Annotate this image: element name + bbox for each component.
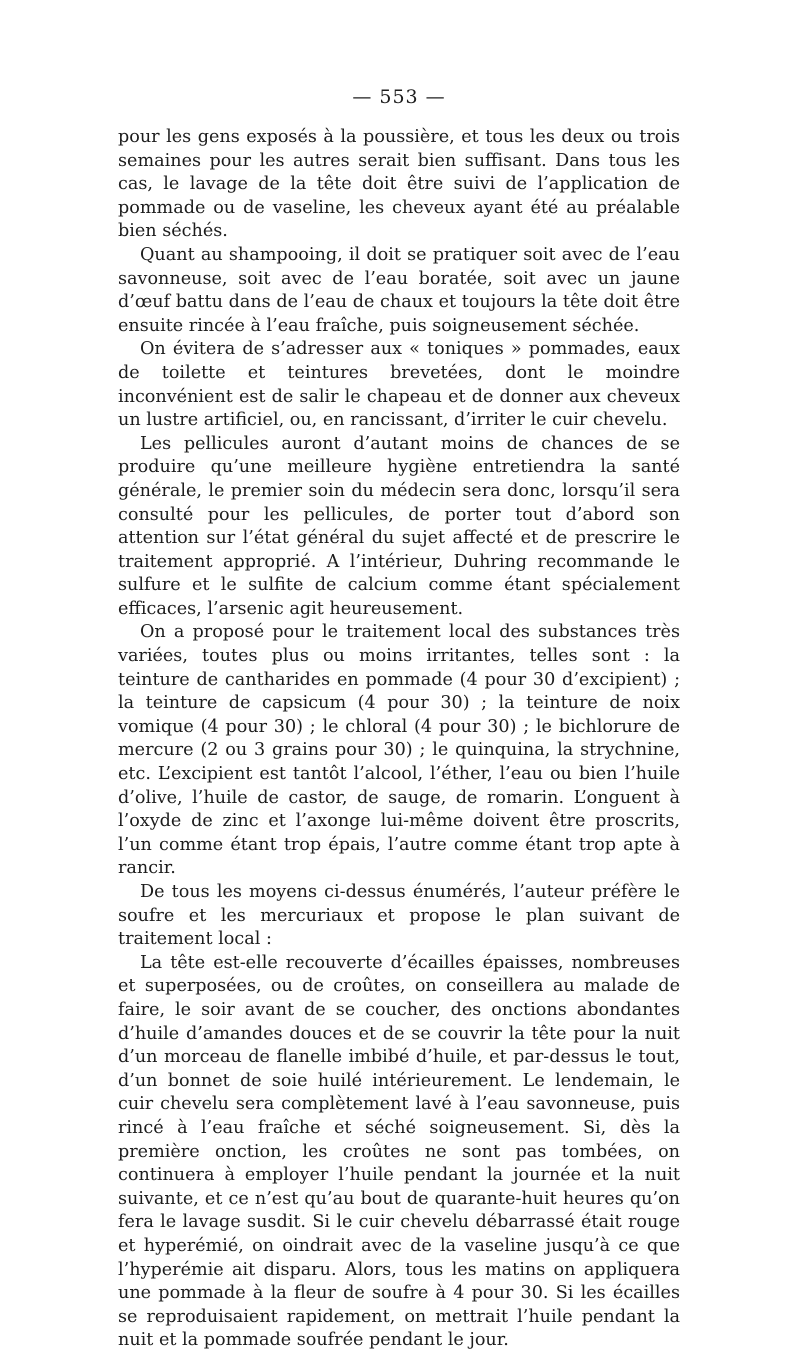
- paragraph: On a proposé pour le traitement local des substances très variées, toutes plus ou moins irritantes, telles sont : la teinture de cantharides en pommade (4 pour 30 d’excipient) ; la teinture de capsicum (4 pour 30) ; la teinture de noix vomique (4 pour 30) ; le chloral (4 pour 30) ; le bichlorure de mercure (2 ou 3 grains pour 30) ; le quinquina, la strychnine, etc. L’excipient est tantôt l’alcool, l’éther, l’eau ou bien l’huile d’olive, l’huile de castor, de sauge, de romarin. L’onguent à l’oxyde de zinc et l’axonge lui-même doivent être proscrits, l’un comme étant trop épais, l’autre comme étant trop apte à rancir.: [118, 622, 680, 879]
- paragraph: La tête est-elle recouverte d’écailles épaisses, nombreuses et superposées, ou de croûtes, on conseillera au malade de faire, le soir avant de se coucher, des onctions abondantes d’huile d’amandes douces et de se couvrir la tête pour la nuit d’un morceau de flanelle imbibé d’huile, et par-dessus le tout, d’un bonnet de soie huilé intérieurement. Le lendemain, le cuir chevelu sera complètement lavé à l’eau savonneuse, puis rincé à l’eau fraîche et séché soigneusement. Si, dès la première onction, les croûtes ne sont pas tombées, on continuera à employer l’huile pendant la journée et la nuit suivante, et ce n’est qu’au bout de quarante-huit heures qu’on fera le lavage susdit. Si le cuir chevelu débarrassé était rouge et hyperémié, on oindrait avec de la vaseline jusqu’à ce que l’hyperémie ait disparu. Alors, tous les matins on appliquera une pommade à la fleur de soufre à 4 pour 30. Si les écailles se reproduisaient rapidement, on mettrait l’huile pendant la nuit et la pommade soufrée pendant le jour.: [118, 952, 680, 1351]
- body-text: [118, 126, 680, 1353]
- book-page: [118, 86, 680, 1353]
- paragraph: On évitera de s’adresser aux « toniques » pommades, eaux de toilette et teintures brevetées, dont le moindre inconvénient est de salir le chapeau et de donner aux cheveux un lustre artificiel, ou, en rancissant, d’irriter le cuir chevelu.: [118, 339, 680, 431]
- page-number: — 553 —: [352, 86, 446, 108]
- paragraph: pour les gens exposés à la poussière, et tous les deux ou trois semaines pour les autres serait bien suffisant. Dans tous les cas, le lavage de la tête doit être suivi de l’application de pommade ou de vaseline, les cheveux ayant été au préalable bien séchés.: [118, 127, 680, 242]
- paragraph: De tous les moyens ci-dessus énumérés, l’auteur préfère le soufre et les mercuriaux et propose le plan suivant de traitement local :: [118, 882, 680, 950]
- paragraph: Les pellicules auront d’autant moins de chances de se produire qu’une meilleure hygiène entretiendra la santé générale, le premier soin du médecin sera donc, lorsqu’il sera consulté pour les pellicules, de porter tout d’abord son attention sur l’état général du sujet affecté et de prescrire le traitement approprié. A l’intérieur, Duhring recommande le sulfure et le sulfite de calcium comme étant spécialement efficaces, l’arsenic agit heureusement.: [118, 433, 680, 619]
- paragraph: Quant au shampooing, il doit se pratiquer soit avec de l’eau savonneuse, soit avec de l’eau boratée, soit avec un jaune d’œuf battu dans de l’eau de chaux et toujours la tête doit être ensuite rincée à l’eau fraîche, puis soigneusement séchée.: [118, 244, 680, 336]
